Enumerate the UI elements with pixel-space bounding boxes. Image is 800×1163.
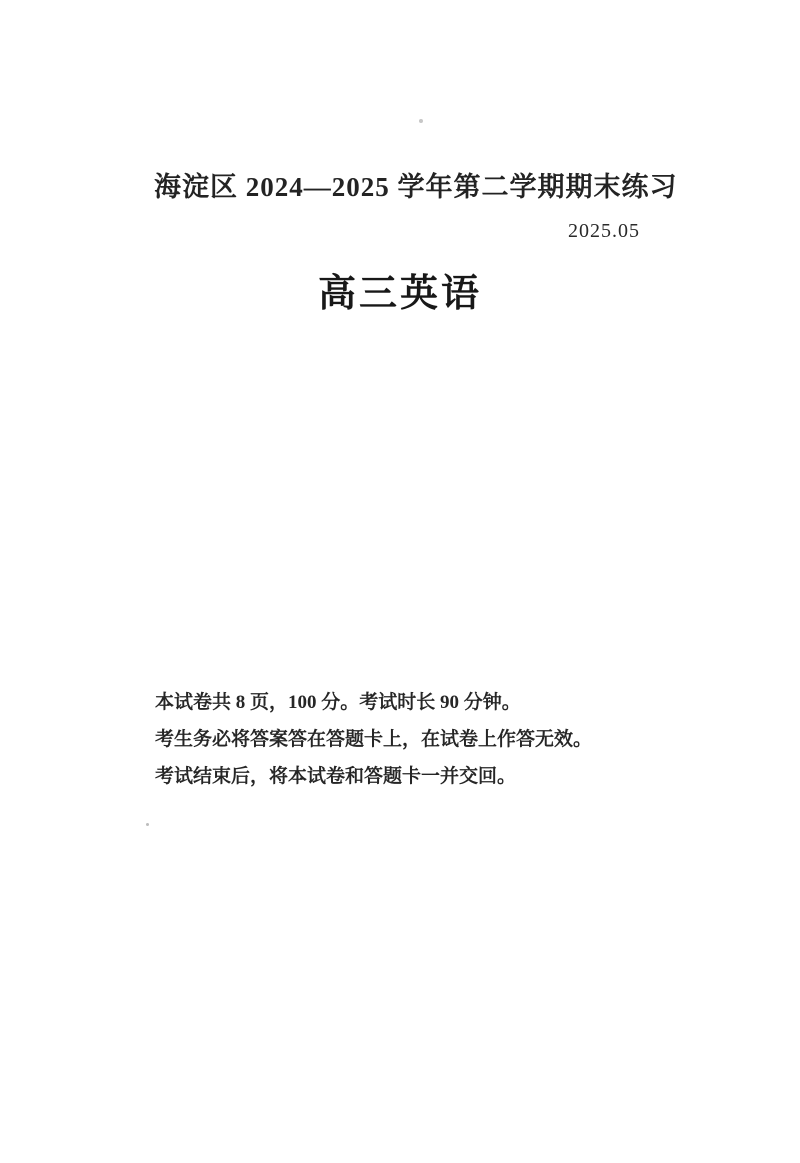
instruction-line-answer-sheet: 考生务必将答案答在答题卡上，在试卷上作答无效。 <box>155 729 593 750</box>
exam-subject-title: 高三英语 <box>317 273 482 315</box>
exam-instructions <box>155 692 675 803</box>
instruction-line-return-papers: 考试结束后，将本试卷和答题卡一并交回。 <box>155 766 517 787</box>
scan-speck <box>419 119 423 123</box>
instruction-line-pages-duration: 本试卷共 8 页，100 分。考试时长 90 分钟。 <box>155 692 521 713</box>
scan-speck <box>146 823 149 826</box>
exam-date: 2025.05 <box>568 220 640 242</box>
exam-header-title: 海淀区 2024—2025 学年第二学期期末练习 <box>154 172 678 202</box>
